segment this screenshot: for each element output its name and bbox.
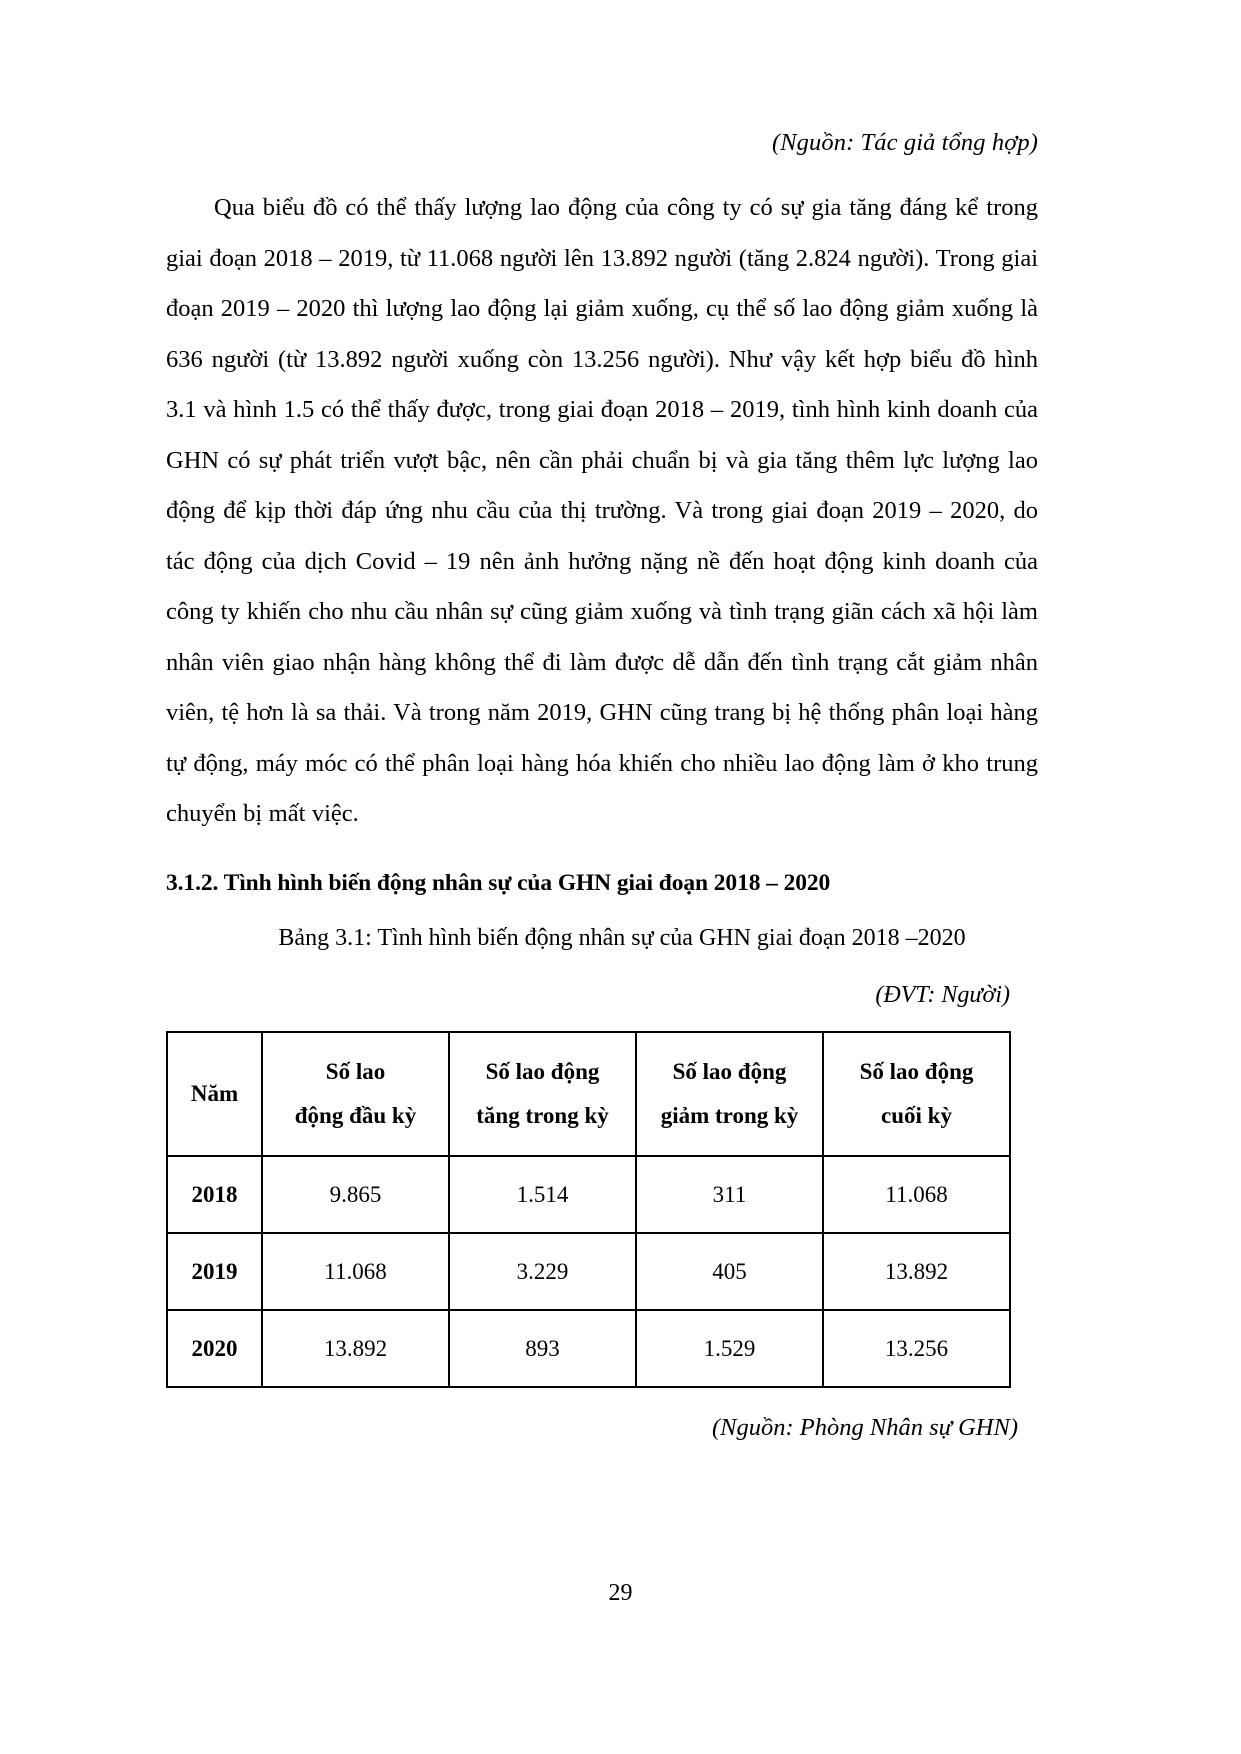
table-unit-note: (ĐVT: Người) xyxy=(875,982,1010,1009)
table-row xyxy=(167,1310,1010,1387)
personnel-table xyxy=(166,1031,1011,1388)
table-row xyxy=(167,1233,1010,1310)
body-paragraph: Qua biểu đồ có thể thấy lượng lao động của công ty có sự gia tăng đáng kể trong giai đoạn 2018 – 2019, từ 11.068 người lên 13.892 người (tăng 2.824 người). Trong giai đoạn 2019 – 2020 thì lượng lao động lại giảm xuống, cụ thể số lao động giảm xuống là 636 người (từ 13.892 người xuống còn 13.256 người). Như vậy kết hợp biểu đồ hình 3.1 và hình 1.5 có thể thấy được, trong giai đoạn 2018 – 2019, tình hình kinh doanh của GHN có sự phát triển vượt bậc, nên cần phải chuẩn bị và gia tăng thêm lực lượng lao động để kịp thời đáp ứng nhu cầu của thị trường. Và trong giai đoạn 2019 – 2020, do tác động của dịch Covid – 19 nên ảnh hưởng nặng nề đến hoạt động kinh doanh của công ty khiến cho nhu cầu nhân sự cũng giảm xuống và tình trạng giãn cách xã hội làm nhân viên giao nhận hàng không thể đi làm được dễ dẫn đến tình trạng cắt giảm nhân viên, tệ hơn là sa thải. Và trong năm 2019, GHN cũng trang bị hệ thống phân loại hàng tự động, máy móc có thể phân loại hàng hóa khiến cho nhiều lao động làm ở kho trung chuyển bị mất việc. xyxy=(166,194,1038,828)
table-header-row xyxy=(167,1032,1010,1156)
column-header-increase xyxy=(449,1032,636,1156)
column-header-end-of-period xyxy=(823,1032,1010,1156)
figure-source-note: (Nguồn: Tác giả tổng hợp) xyxy=(771,129,1038,156)
cell-start-of-period: 13.892 xyxy=(262,1310,449,1387)
cell-decrease: 311 xyxy=(636,1156,823,1233)
table-body xyxy=(167,1156,1010,1387)
column-header-increase-line1: Số lao động xyxy=(485,1059,600,1085)
cell-end-of-period: 13.892 xyxy=(823,1233,1010,1310)
column-header-year-line2: Năm xyxy=(190,1081,239,1107)
table-header xyxy=(167,1032,1010,1156)
column-header-start-of-period xyxy=(262,1032,449,1156)
section-heading: 3.1.2. Tình hình biến động nhân sự của GHN giai đoạn 2018 – 2020 xyxy=(166,869,831,896)
cell-end-of-period: 13.256 xyxy=(823,1310,1010,1387)
cell-start-of-period: 9.865 xyxy=(262,1156,449,1233)
cell-year: 2020 xyxy=(167,1310,262,1387)
cell-year: 2018 xyxy=(167,1156,262,1233)
column-header-start-line2: động đầu kỳ xyxy=(294,1103,417,1129)
cell-increase: 3.229 xyxy=(449,1233,636,1310)
column-header-end-line1: Số lao động xyxy=(859,1059,974,1085)
column-header-start-line1: Số lao xyxy=(325,1059,386,1085)
table-caption: Bảng 3.1: Tình hình biến động nhân sự của GHN giai đoạn 2018 –2020 xyxy=(278,925,966,952)
column-header-year xyxy=(167,1032,262,1156)
column-header-decrease-line2: giảm trong kỳ xyxy=(660,1103,799,1129)
cell-decrease: 405 xyxy=(636,1233,823,1310)
table-source-note: (Nguồn: Phòng Nhân sự GHN) xyxy=(712,1414,1018,1442)
cell-year: 2019 xyxy=(167,1233,262,1310)
table-row xyxy=(167,1156,1010,1233)
page-number: 29 xyxy=(608,1580,633,1606)
cell-end-of-period: 11.068 xyxy=(823,1156,1010,1233)
cell-increase: 1.514 xyxy=(449,1156,636,1233)
column-header-end-line2: cuối kỳ xyxy=(881,1103,952,1129)
cell-start-of-period: 11.068 xyxy=(262,1233,449,1310)
column-header-decrease xyxy=(636,1032,823,1156)
column-header-decrease-line1: Số lao động xyxy=(672,1059,787,1085)
column-header-increase-line2: tăng trong kỳ xyxy=(476,1103,609,1129)
page-content xyxy=(166,0,1038,1442)
cell-increase: 893 xyxy=(449,1310,636,1387)
cell-decrease: 1.529 xyxy=(636,1310,823,1387)
